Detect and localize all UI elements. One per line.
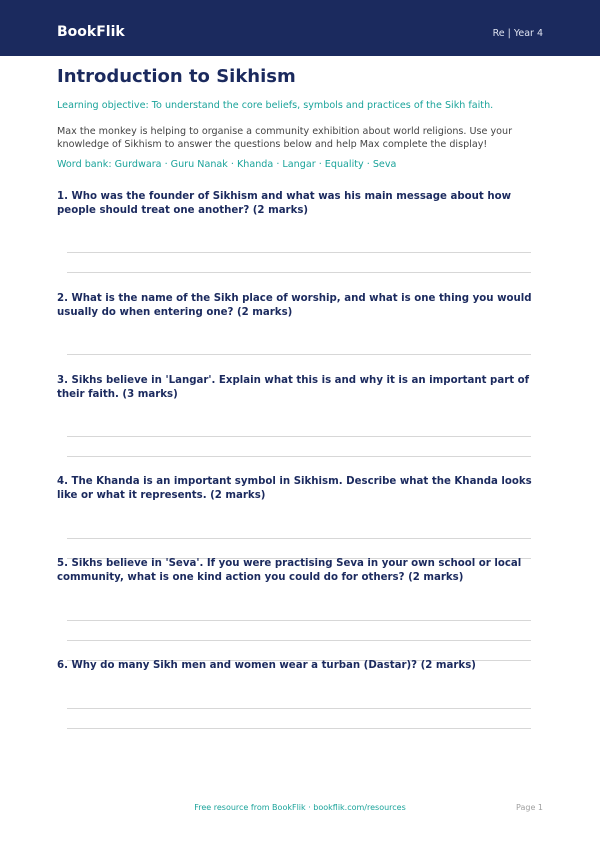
answer-line[interactable] — [67, 728, 531, 729]
subject-year-label: Re | Year 4 — [492, 28, 543, 39]
page-number: Page 1 — [516, 803, 543, 812]
answer-line[interactable] — [67, 640, 531, 641]
question-5: 5. Sikhs believe in 'Seva'. If you were practising Seva in your own school or local community, what is one kind action you could do for others? (2 marks) — [57, 558, 522, 583]
question-2: 2. What is the name of the Sikh place of worship, and what is one thing you would usually do when entering one? (2 marks) — [57, 293, 532, 318]
question-3: 3. Sikhs believe in 'Langar'. Explain what this is and why it is an important part of their faith. (3 marks) — [57, 375, 530, 400]
header-bar — [0, 0, 600, 56]
intro-text: Max the monkey is helping to organise a community exhibition about world religions. Use your knowledge of Sikhism to answer the questions below and help Max complete the display! — [57, 126, 513, 150]
answer-line[interactable] — [67, 252, 531, 253]
answer-line[interactable] — [67, 354, 531, 355]
answer-line[interactable] — [67, 538, 531, 539]
brand-logo[interactable]: BookFlik — [57, 24, 125, 40]
question-1: 1. Who was the founder of Sikhism and what was his main message about how people should treat one another? (2 marks) — [57, 191, 512, 216]
question-4: 4. The Khanda is an important symbol in Sikhism. Describe what the Khanda looks like or what it represents. (2 marks) — [57, 476, 532, 501]
learning-objective: Learning objective: To understand the core beliefs, symbols and practices of the Sikh faith. — [57, 100, 494, 111]
word-bank: Word bank: Gurdwara · Guru Nanak · Khanda · Langar · Equality · Seva — [57, 159, 397, 170]
answer-line[interactable] — [67, 436, 531, 437]
answer-line[interactable] — [67, 620, 531, 621]
answer-line[interactable] — [67, 708, 531, 709]
answer-line[interactable] — [67, 272, 531, 273]
question-6: 6. Why do many Sikh men and women wear a turban (Dastar)? (2 marks) — [57, 660, 476, 671]
answer-line[interactable] — [67, 456, 531, 457]
page-title: Introduction to Sikhism — [57, 66, 296, 87]
footer-text[interactable]: Free resource from BookFlik · bookflik.com/resources — [194, 803, 406, 812]
